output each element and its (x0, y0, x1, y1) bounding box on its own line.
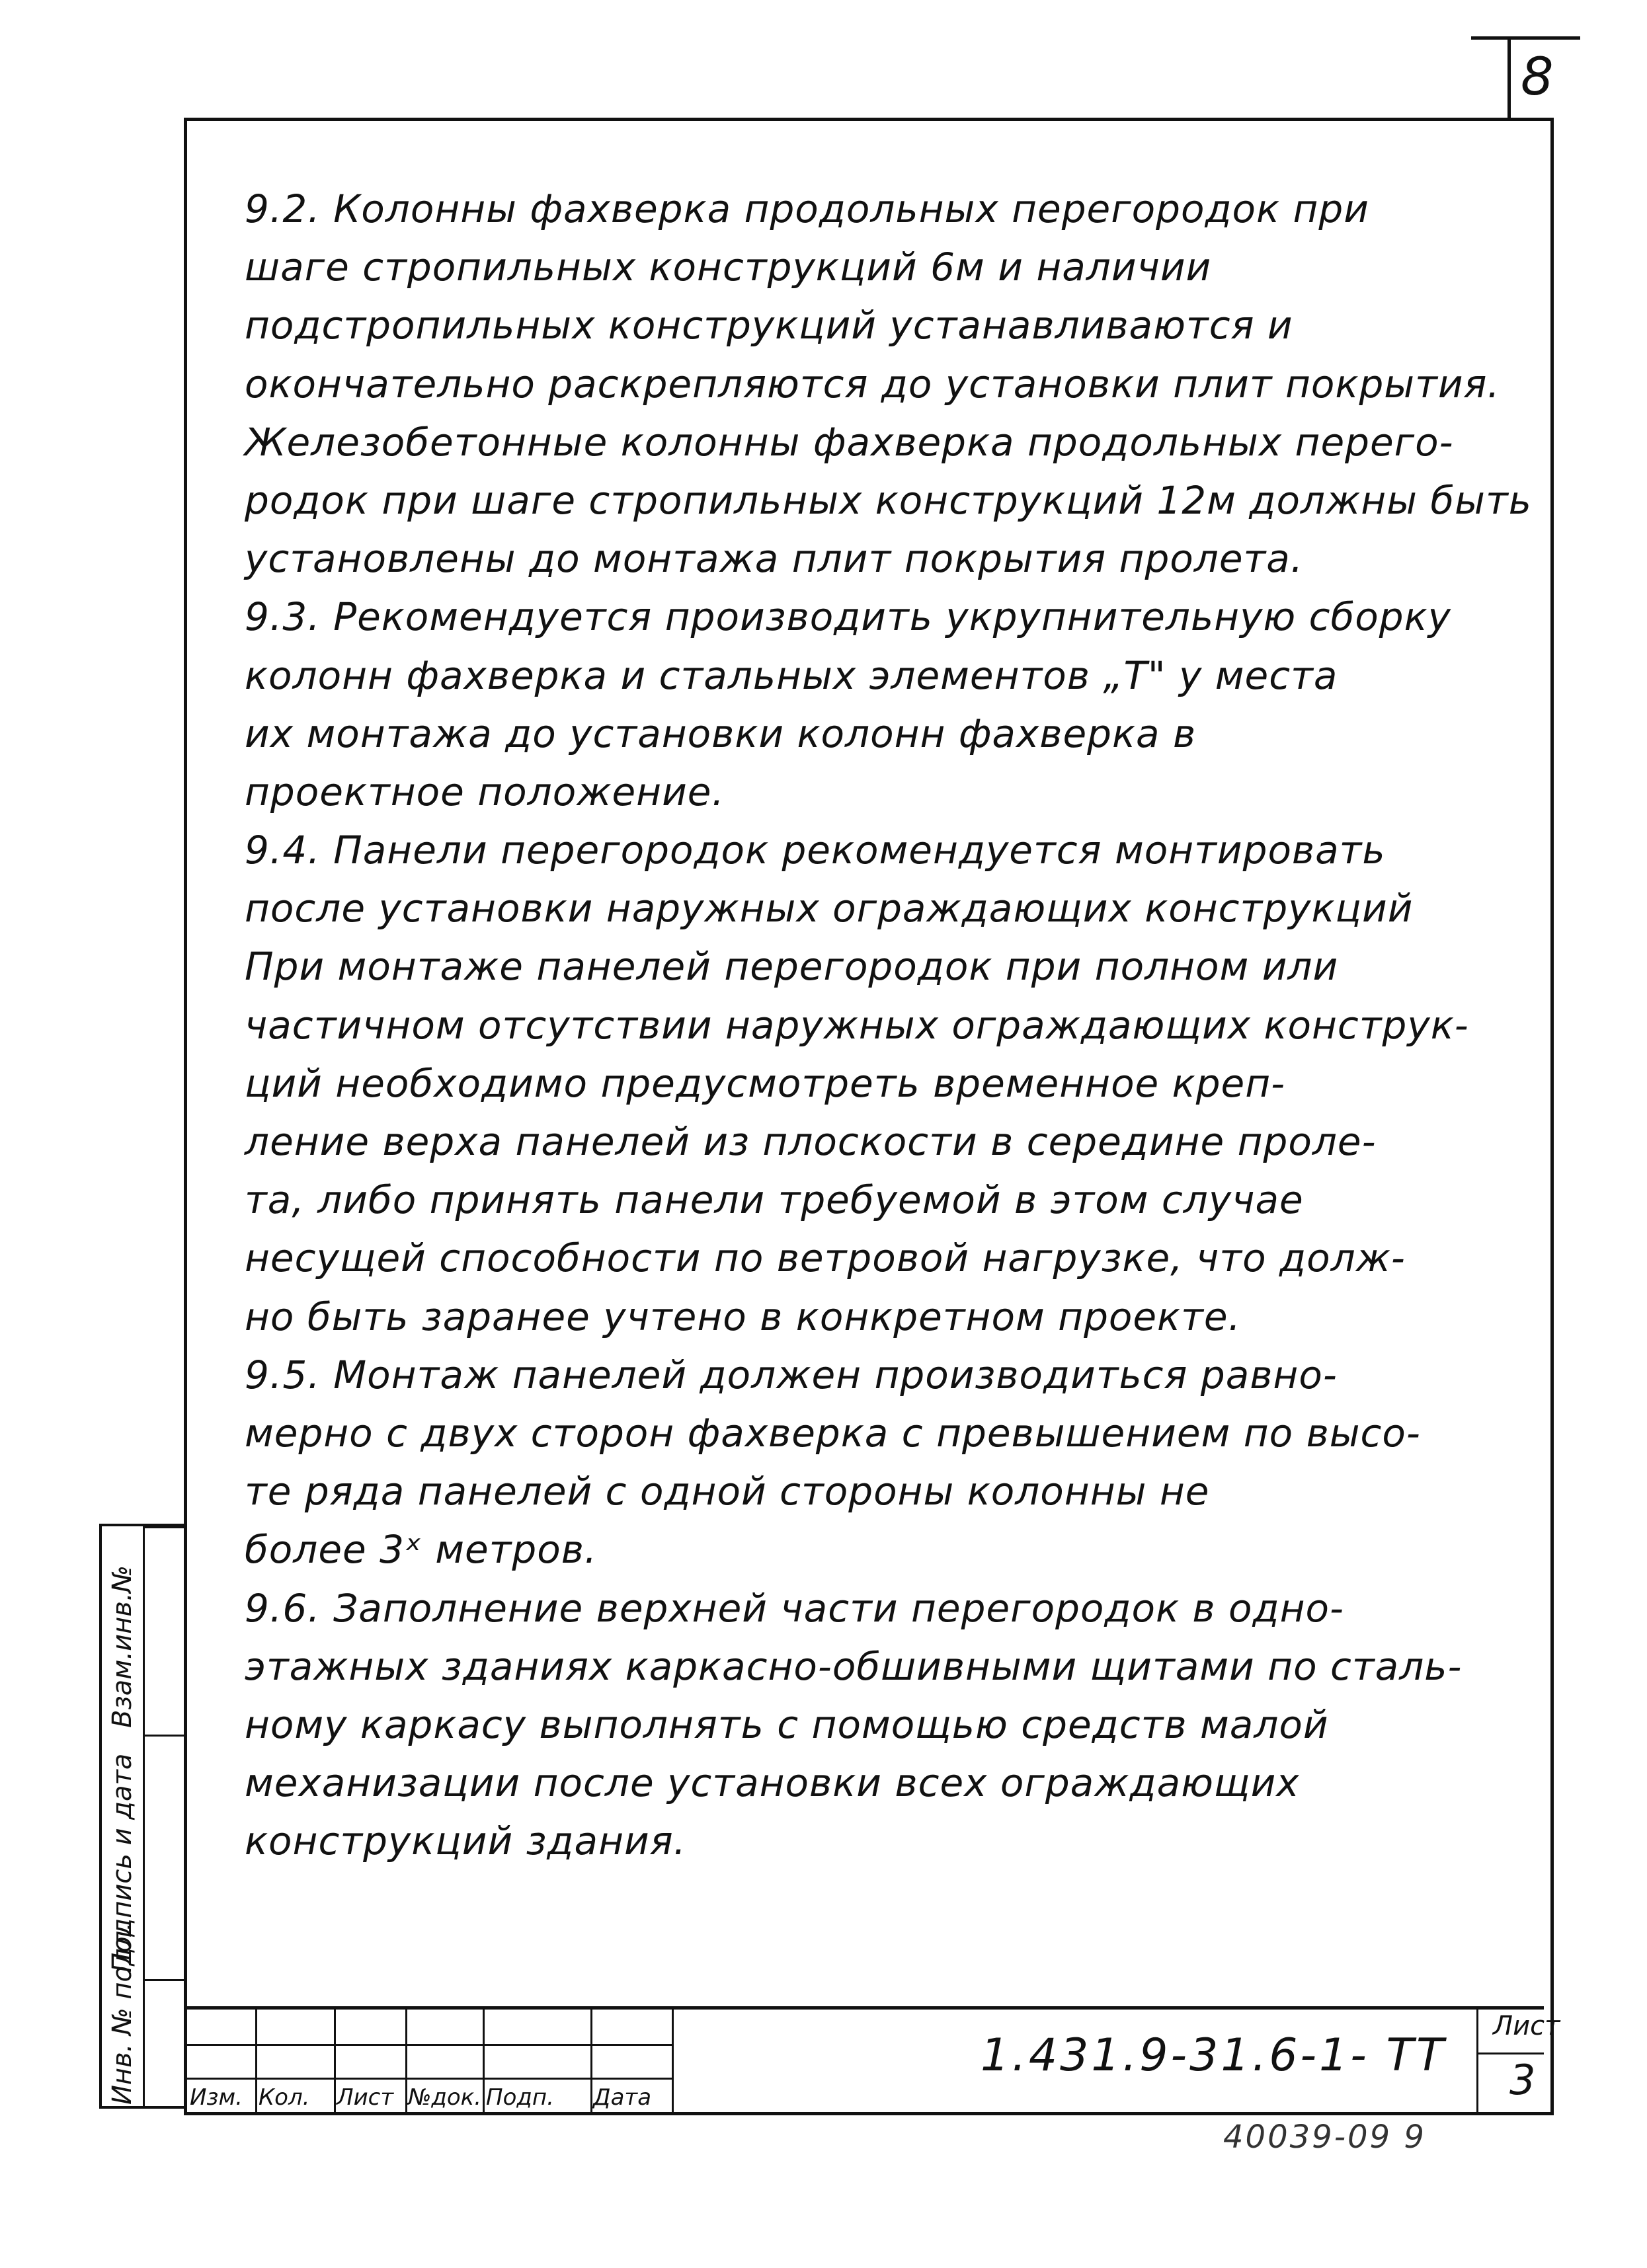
title-block-grid (590, 2010, 592, 2112)
text-line: При монтаже панелей перегородок при полном или (245, 944, 1339, 990)
text-line: шаге стропильных конструкций 6м и наличии (245, 245, 1212, 290)
title-block-grid (672, 2010, 674, 2112)
document-code: 1.431.9-31.6-1- ТТ (981, 2029, 1447, 2082)
text-line: окончательно раскрепляются до установки плит покрытия. (245, 361, 1500, 407)
left-strip-divider (144, 1979, 184, 1981)
text-line: 9.2. Колонны фахверка продольных перегородок при (245, 186, 1369, 231)
left-strip-divider (144, 1526, 184, 1528)
text-line: конструкций здания. (245, 1818, 687, 1864)
text-line: этажных зданиях каркасно-обшивными щитами по сталь- (245, 1643, 1463, 1689)
text-line: 9.3. Рекомендуется производить укрупнительную сборку (245, 594, 1451, 640)
text-line: проектное положение. (245, 769, 725, 814)
header-podp: Подп. (486, 2084, 554, 2111)
text-line: 9.4. Панели перегородок рекомендуется монтировать (245, 828, 1386, 873)
text-line: та, либо принять панели требуемой в этом случае (245, 1177, 1304, 1223)
title-block-grid (1476, 2053, 1544, 2054)
replaces-inv-label: Взам.инв.№ (107, 1565, 138, 1728)
document-text (245, 180, 1532, 1870)
header-kol: Кол. (259, 2084, 310, 2111)
left-strip-divider (143, 1526, 145, 2106)
text-line: частичном отсутствии наружных ограждающих конструк- (245, 1002, 1469, 1048)
title-block-grid (187, 2078, 672, 2080)
title-block-grid (483, 2010, 485, 2112)
title-block-grid (187, 2044, 672, 2046)
text-line: 9.6. Заполнение верхней части перегородок в одно- (245, 1585, 1344, 1631)
text-line: подстропильных конструкций устанавливаются и (245, 303, 1293, 348)
page-number-border-top (1471, 36, 1580, 40)
title-block (187, 2006, 1560, 2112)
page-number: 8 (1521, 48, 1554, 107)
sheet-label: Лист (1493, 2011, 1560, 2041)
header-ndok: №док. (408, 2084, 482, 2111)
text-line: но быть заранее учтено в конкретном проекте. (245, 1294, 1241, 1339)
text-line: после установки наружных ограждающих конструкций (245, 886, 1414, 931)
text-line: ному каркасу выполнять с помощью средств малой (245, 1701, 1329, 1747)
text-line: несущей способности по ветровой нагрузке, что долж- (245, 1235, 1406, 1281)
title-block-grid (255, 2010, 257, 2112)
text-line: Железобетонные колонны фахверка продольных перего- (245, 419, 1454, 465)
header-list: Лист (337, 2084, 394, 2111)
text-line: родок при шаге стропильных конструкций 12м должны быть (245, 477, 1532, 523)
title-block-grid (1476, 2010, 1478, 2112)
title-block-grid (405, 2010, 407, 2112)
archive-number: 40039-09 9 (1223, 2119, 1426, 2156)
left-strip-divider (144, 1735, 184, 1737)
text-line: ций необходимо предусмотреть временное креп- (245, 1060, 1286, 1106)
sheet-number: 3 (1509, 2056, 1536, 2104)
text-line: колонн фахверка и стальных элементов „Т" у места (245, 652, 1338, 698)
text-line: мерно с двух сторон фахверка с превышением по высо- (245, 1410, 1421, 1456)
signature-date-label: Подпись и дата (107, 1753, 138, 1973)
text-line: те ряда панелей с одной стороны колонны не (245, 1469, 1210, 1514)
page-number-border-left (1507, 36, 1511, 119)
text-line: более 3ˣ метров. (245, 1527, 598, 1573)
header-data: Дата (593, 2084, 652, 2111)
text-line: установлены до монтажа плит покрытия пролета. (245, 536, 1304, 582)
text-line: механизации после установки всех ограждающих (245, 1760, 1300, 1806)
left-stamp-strip (99, 1524, 184, 2109)
text-line: их монтажа до установки колонн фахверка в (245, 711, 1197, 756)
inv-no-label: Инв. № подл. (107, 1922, 138, 2105)
text-line: 9.5. Монтаж панелей должен производиться равно- (245, 1352, 1338, 1397)
title-block-grid (334, 2010, 336, 2112)
text-line: ление верха панелей из плоскости в середине проле- (245, 1119, 1377, 1164)
header-izm: Изм. (190, 2084, 243, 2111)
